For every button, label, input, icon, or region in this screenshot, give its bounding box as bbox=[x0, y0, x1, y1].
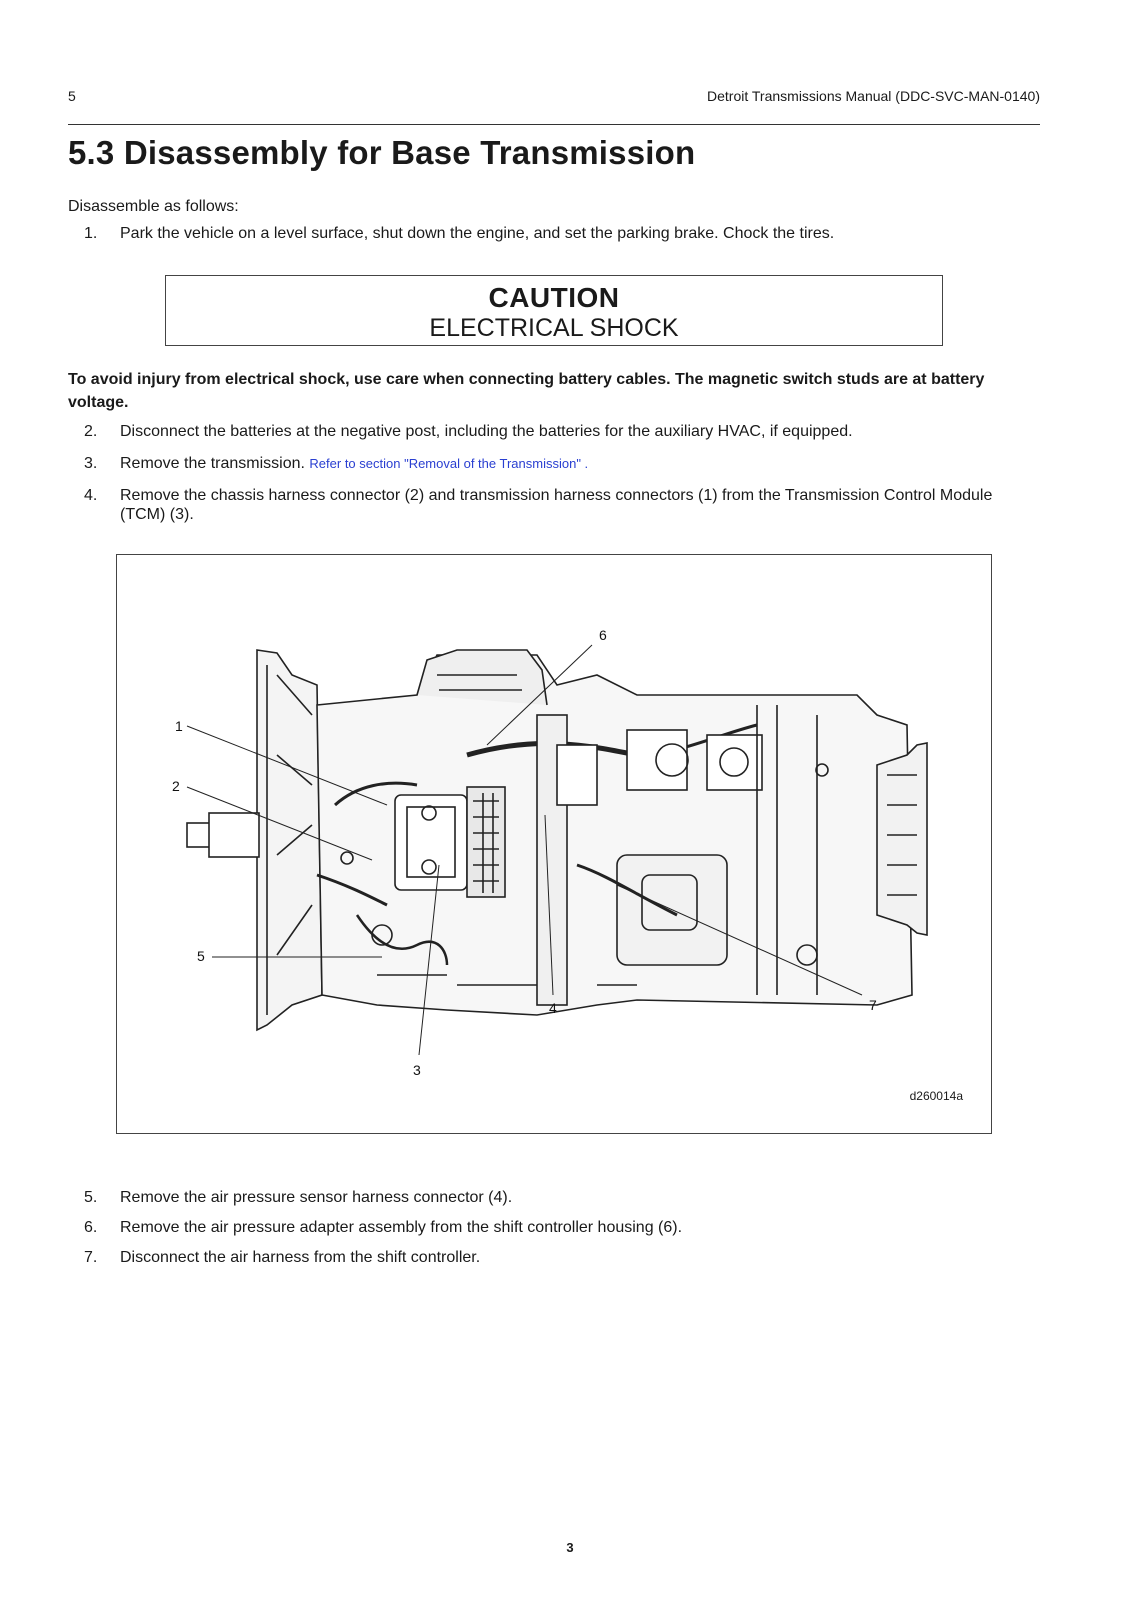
caution-title: CAUTION bbox=[488, 282, 620, 313]
step-text: Remove the air pressure adapter assembly from the shift controller housing (6). bbox=[120, 1219, 683, 1236]
step-number: 5. bbox=[84, 1189, 98, 1206]
step-text: Disconnect the batteries at the negative post, including the batteries for the auxiliary HVAC, if equipped. bbox=[120, 423, 853, 440]
step-number: 2. bbox=[84, 423, 98, 440]
step-number: 1. bbox=[84, 225, 98, 242]
step-number: 6. bbox=[84, 1219, 98, 1236]
step-text-wrap bbox=[120, 454, 1040, 473]
callout-6: 6 bbox=[599, 627, 607, 643]
callout-1: 1 bbox=[175, 718, 183, 734]
section-link[interactable]: Refer to section "Removal of the Transmission" bbox=[309, 456, 581, 471]
header-section-number: 5 bbox=[68, 88, 76, 104]
transmission-figure bbox=[116, 554, 992, 1134]
transmission-illustration bbox=[117, 555, 993, 1135]
callout-4: 4 bbox=[549, 1000, 557, 1016]
callout-7: 7 bbox=[869, 997, 877, 1013]
caution-subtitle: ELECTRICAL SHOCK bbox=[429, 314, 679, 342]
step-text: Park the vehicle on a level surface, shut down the engine, and set the parking brake. Chock the tires. bbox=[120, 225, 835, 242]
figure-id: d260014a bbox=[909, 1089, 963, 1103]
caution-box bbox=[165, 275, 943, 346]
warning-text: To avoid injury from electrical shock, use care when connecting battery cables. The magnetic switch studs are at battery voltage. bbox=[68, 371, 985, 411]
intro-text: Disassemble as follows: bbox=[68, 198, 239, 215]
header-divider bbox=[68, 124, 1040, 125]
page-title: 5.3 Disassembly for Base Transmission bbox=[68, 134, 696, 171]
step-number: 4. bbox=[84, 487, 98, 504]
step-text: Remove the chassis harness connector (2) and transmission harness connectors (1) from the Transmission Control Module (TCM) (3). bbox=[120, 487, 993, 523]
page-number: 3 bbox=[566, 1540, 574, 1555]
header-manual-title: Detroit Transmissions Manual (DDC-SVC-MAN-0140) bbox=[707, 88, 1040, 104]
link-suffix: . bbox=[580, 456, 589, 471]
step-text: Disconnect the air harness from the shift controller. bbox=[120, 1249, 481, 1266]
step-number: 3. bbox=[84, 455, 98, 472]
step-number: 7. bbox=[84, 1249, 98, 1266]
step-text: Remove the transmission. bbox=[120, 455, 305, 472]
callout-5: 5 bbox=[197, 948, 205, 964]
callout-2: 2 bbox=[172, 778, 180, 794]
step-text: Remove the air pressure sensor harness connector (4). bbox=[120, 1189, 513, 1206]
callout-3: 3 bbox=[413, 1062, 421, 1078]
